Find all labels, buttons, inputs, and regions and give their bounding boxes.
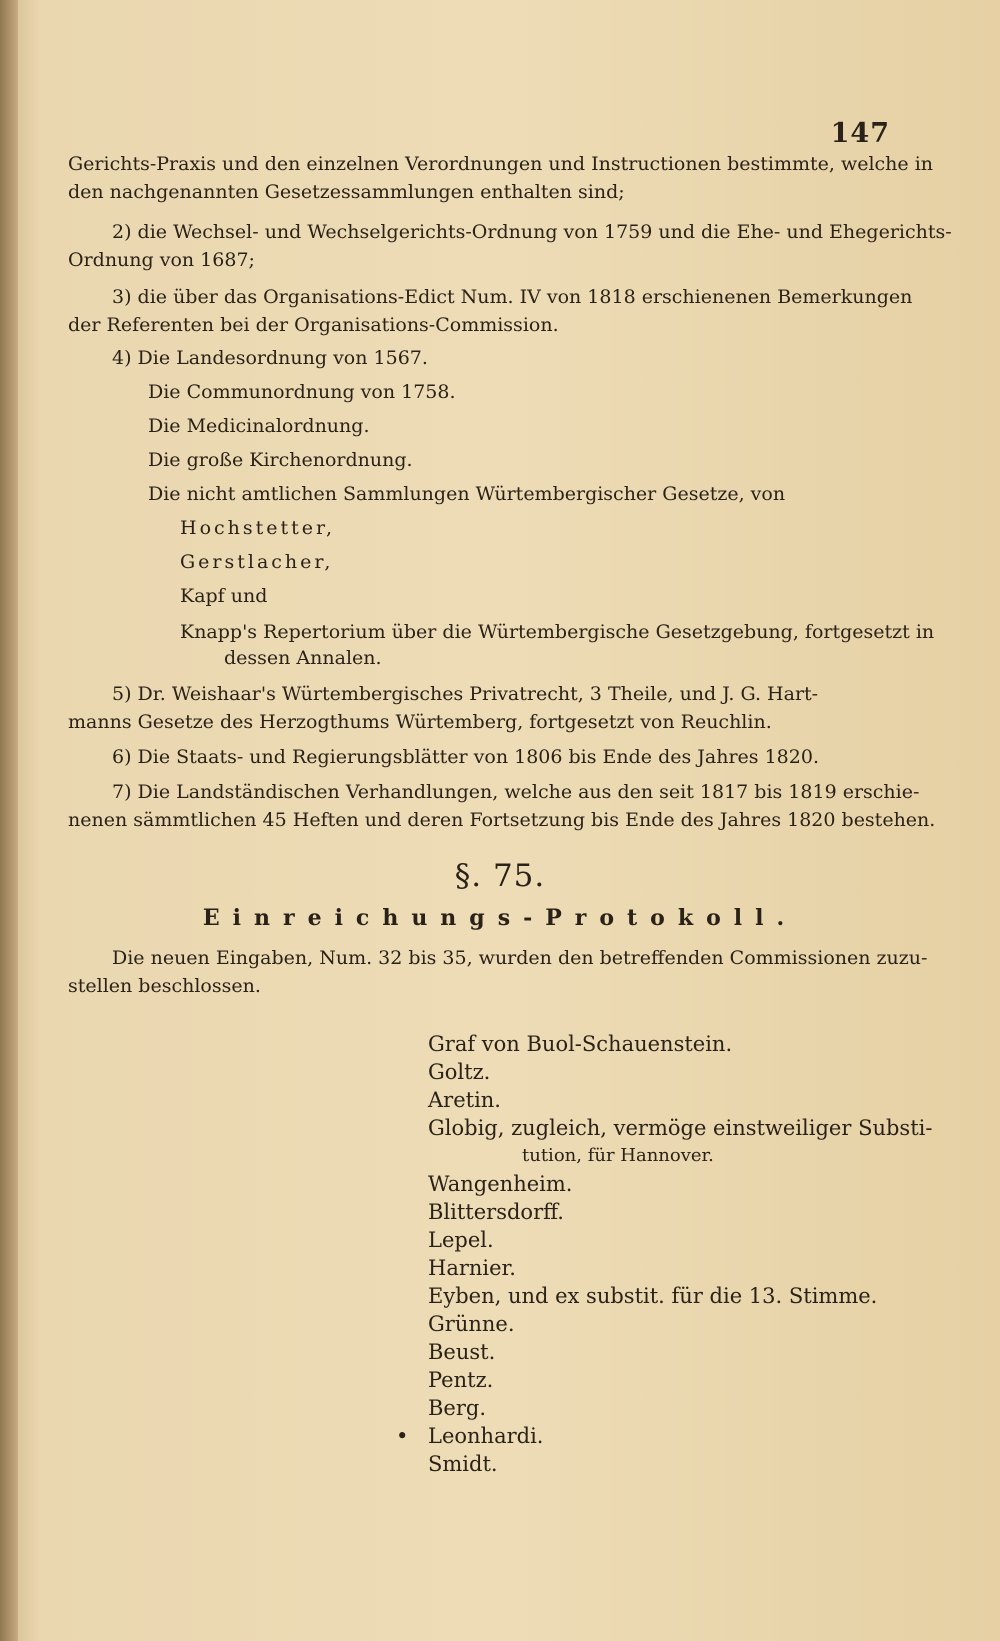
signatory: Eyben, und ex substit. für die 13. Stimme. bbox=[428, 1284, 878, 1308]
paragraph-line: 7) Die Landständischen Verhandlungen, welche aus den seit 1817 bis 1819 erschie- bbox=[112, 781, 920, 803]
signatory-continuation: tution, für Hannover. bbox=[522, 1145, 714, 1166]
paragraph-line: manns Gesetze des Herzogthums Würtemberg, fortgesetzt von Reuchlin. bbox=[68, 711, 772, 733]
paragraph-line: Knapp's Repertorium über die Würtembergische Gesetzgebung, fortgesetzt in bbox=[180, 621, 935, 643]
paragraph-line: Gerstlacher, bbox=[180, 551, 334, 573]
book-spine-shadow bbox=[0, 0, 18, 1641]
signatory: Smidt. bbox=[428, 1452, 498, 1476]
paragraph-line: 3) die über das Organisations-Edict Num. IV von 1818 erschienenen Bemerkungen bbox=[112, 286, 913, 308]
section-title: Einreichungs-Protokoll. bbox=[202, 905, 798, 931]
paragraph-line: 6) Die Staats- und Regierungsblätter von 1806 bis Ende des Jahres 1820. bbox=[112, 746, 819, 768]
paragraph-line: Ordnung von 1687; bbox=[68, 249, 255, 271]
paragraph-line: Die Communordnung von 1758. bbox=[148, 381, 456, 403]
page-number: 147 bbox=[830, 118, 890, 149]
signatory: Harnier. bbox=[428, 1256, 516, 1280]
signatory: Berg. bbox=[428, 1396, 487, 1420]
paragraph-line: 2) die Wechsel- und Wechselgerichts-Ordnung von 1759 und die Ehe- und Ehegerichts- bbox=[112, 221, 952, 243]
paragraph-line: Hochstetter, bbox=[180, 517, 336, 539]
signatory: Lepel. bbox=[428, 1228, 494, 1252]
paragraph-line: Die Medicinalordnung. bbox=[148, 415, 370, 437]
intro-line: Die neuen Eingaben, Num. 32 bis 35, wurden den betreffenden Commissionen zuzu- bbox=[112, 947, 928, 969]
paragraph-line: Die nicht amtlichen Sammlungen Würtembergischer Gesetze, von bbox=[148, 483, 786, 505]
paragraph-line: Die große Kirchenordnung. bbox=[148, 449, 413, 471]
paragraph-line: dessen Annalen. bbox=[224, 647, 382, 669]
bullet-mark: • bbox=[396, 1424, 409, 1448]
signatory: Beust. bbox=[428, 1340, 496, 1364]
paragraph-line: den nachgenannten Gesetzessammlungen enthalten sind; bbox=[68, 181, 625, 203]
signatory bbox=[396, 1422, 932, 1450]
signatory-name: Leonhardi. bbox=[428, 1424, 544, 1448]
signatory: Graf von Buol-Schauenstein. bbox=[428, 1032, 733, 1056]
paragraph-line: 5) Dr. Weishaar's Würtembergisches Privatrecht, 3 Theile, und J. G. Hart- bbox=[112, 683, 819, 705]
section-heading: §. 75. bbox=[454, 858, 546, 894]
paragraph-line: Gerichts-Praxis und den einzelnen Verordnungen und Instructionen bestimmte, welche in bbox=[68, 153, 934, 175]
signatory: Pentz. bbox=[428, 1368, 494, 1392]
paragraph-line: Kapf und bbox=[180, 585, 268, 607]
signatory: Grünne. bbox=[428, 1312, 515, 1336]
signatory: Aretin. bbox=[428, 1088, 501, 1112]
signatory-list bbox=[396, 1030, 933, 1478]
signatory: Wangenheim. bbox=[428, 1172, 573, 1196]
paragraph-line: nenen sämmtlichen 45 Heften und deren Fortsetzung bis Ende des Jahres 1820 bestehen. bbox=[68, 809, 936, 831]
paragraph-line: 4) Die Landesordnung von 1567. bbox=[112, 347, 428, 369]
signatory: Goltz. bbox=[428, 1060, 491, 1084]
intro-line: stellen beschlossen. bbox=[68, 975, 261, 997]
signatory: Globig, zugleich, vermöge einstweiliger Substi- bbox=[428, 1116, 933, 1140]
paragraph-line: der Referenten bei der Organisations-Commission. bbox=[68, 314, 559, 336]
signatory: Blittersdorff. bbox=[428, 1200, 564, 1224]
